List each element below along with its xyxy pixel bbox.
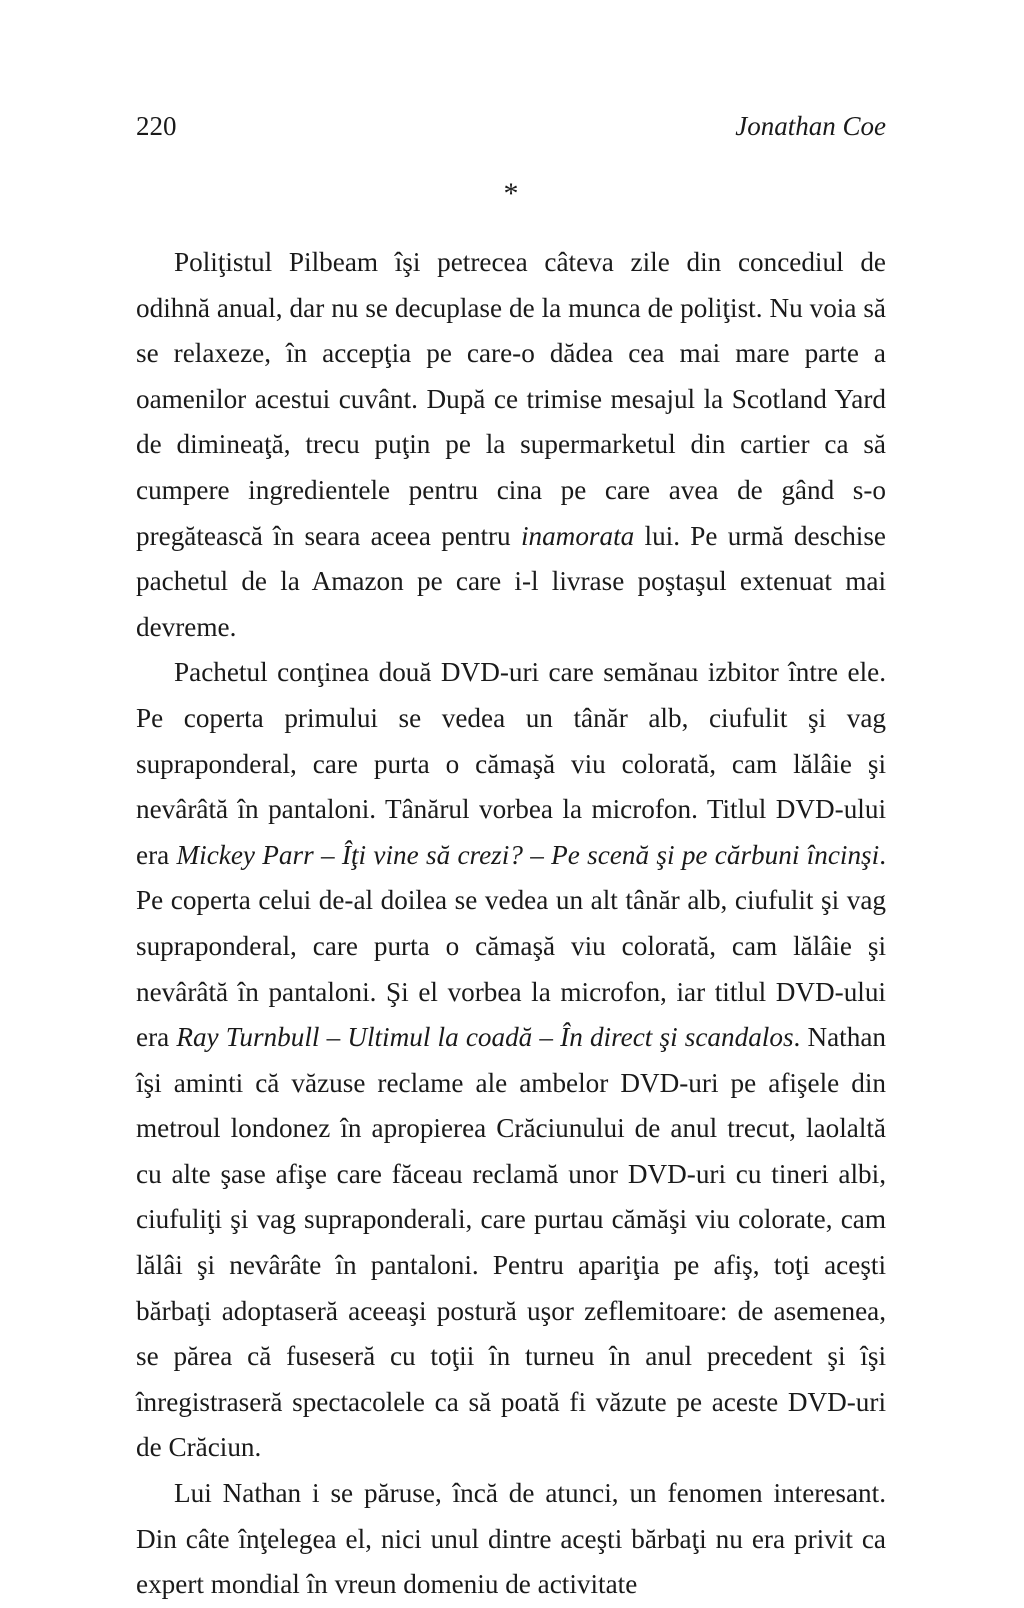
page-number: 220	[136, 111, 177, 141]
body-text	[136, 240, 886, 1608]
paragraph-text: Poliţistul Pilbeam îşi petrecea câteva zile din concediul de odihnă anual, dar nu se decuplase de la munca de poliţist. Nu voia să se relaxeze, în accepţia pe care-o dădea cea mai mare parte a oamenilor acestui cuvânt. După ce trimise mesajul la Scotland Yard de dimineaţă, trecu puţin pe la supermarketul din cartier ca să cumpere ingredientele pentru cina pe care avea de gând s-o pregătească în seara aceea pentru	[136, 247, 886, 551]
paragraph	[136, 1471, 886, 1608]
paragraph	[136, 240, 886, 650]
page-header	[136, 108, 886, 144]
paragraph-text: . Pe coperta celui de-al doilea se vedea un alt tânăr alb, ciufulit şi vag supraponderal, care purta o cămaşă viu colorată, cam lălâie şi nevârâtă în pantaloni. Şi el vorbea la microfon, iar titlul DVD-ului era	[136, 839, 886, 1053]
paragraph-text: lui. Pe urmă deschise pachetul de la Amazon pe care i-l livrase poştaşul extenuat mai devreme.	[136, 520, 886, 642]
italic-title-text: Mickey Parr – Îţi vine să crezi? – Pe scenă şi pe cărbuni încinşi	[176, 839, 880, 870]
running-head-author: Jonathan Coe	[735, 111, 886, 141]
italic-title-text: Ray Turnbull – Ultimul la coadă – În direct şi scandalos	[176, 1022, 794, 1053]
italic-title-text: inamorata	[520, 520, 635, 551]
paragraph-text: Lui Nathan i se păruse, încă de atunci, un fenomen interesant. Din câte înţelegea el, nici unul dintre aceşti bărbaţi nu era privit ca expert mondial în vreun domeniu de activitate	[136, 1478, 886, 1600]
section-separator: *	[503, 177, 519, 210]
paragraph-text: . Nathan îşi aminti că văzuse reclame ale ambelor DVD-uri pe afişele din metroul londonez în apropierea Crăciunului de anul trecut, laolaltă cu alte şase afişe care făceau reclamă unor DVD-uri cu tineri albi, ciufuliţi şi vag supraponderali, care purtau cămăşi viu colorate, cam lălâi şi nevârâte în pantaloni. Pentru apariţia pe afiş, toţi aceşti bărbaţi adoptaseră aceeaşi postură uşor zeflemitoare: de asemenea, se părea că fuseseră cu toţii în turneu în anul precedent şi îşi înregistraseră spectacolele ca să poată fi văzute pe aceste DVD-uri de Crăciun.	[136, 1022, 886, 1463]
paragraph-text: Pachetul conţinea două DVD-uri care semănau izbitor între ele. Pe coperta primului se vedea un tânăr alb, ciufulit şi vag supraponderal, care purta o cămaşă viu colorată, cam lălâie şi nevârâtă în pantaloni. Tânărul vorbea la microfon. Titlul DVD-ului era	[136, 657, 886, 870]
paragraph	[136, 650, 886, 1471]
